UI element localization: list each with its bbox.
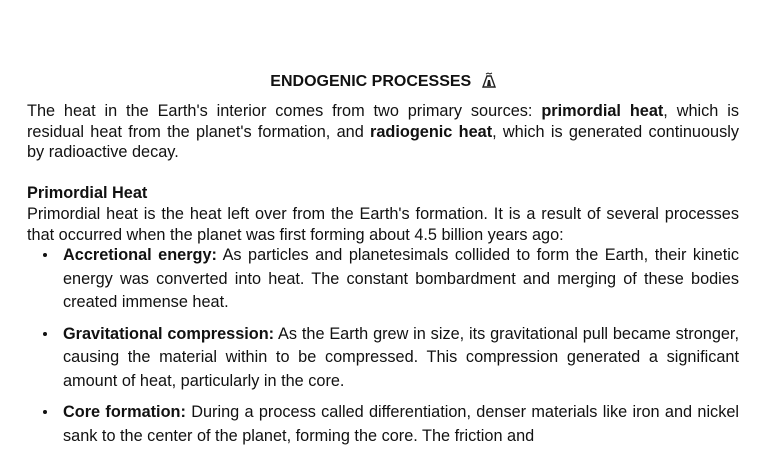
bullet-term: Gravitational compression: <box>63 324 275 343</box>
list-item <box>27 323 739 394</box>
intro-text-3: , which is generated continuously by radioactive decay. <box>27 122 739 161</box>
intro-bold-radiogenic: radiogenic heat <box>370 122 493 141</box>
page-title <box>27 72 739 94</box>
bullet-icon <box>43 332 47 336</box>
bullet-text: As the Earth grew in size, its gravitational pull became stronger, causing the material within to be compressed. This compression generated a significant amount of heat, particularly in the core. <box>63 324 739 390</box>
volcano-icon <box>482 72 496 94</box>
intro-text-2: , which is residual heat from the planet's formation, and <box>27 102 739 141</box>
bullet-text: As particles and planetesimals collided to form the Earth, their kinetic energy was converted into heat. The constant bombardment and merging of these bodies created immense heat. <box>63 246 739 311</box>
bullet-icon <box>43 253 47 257</box>
list-item <box>27 244 739 315</box>
bullet-icon <box>43 410 47 414</box>
title-text: ENDOGENIC PROCESSES <box>270 73 472 90</box>
bullet-list <box>27 244 739 456</box>
bullet-term: Core formation: <box>63 403 186 421</box>
section-paragraph: Primordial heat is the heat left over from the Earth's formation. It is a result of several processes that occurred when the planet was first forming about 4.5 billion years ago: <box>27 205 739 244</box>
intro-text-1: The heat in the Earth's interior comes from two primary sources: <box>27 102 542 120</box>
bullet-text: During a process called differentiation, denser materials like iron and nickel sank to the center of the planet, forming the core. The friction and <box>63 403 740 445</box>
bullet-term: Accretional energy: <box>63 246 217 264</box>
intro-paragraph <box>27 101 739 163</box>
section-heading: Primordial Heat <box>27 184 148 202</box>
document-page <box>27 0 740 445</box>
intro-bold-primordial: primordial heat <box>541 102 664 120</box>
